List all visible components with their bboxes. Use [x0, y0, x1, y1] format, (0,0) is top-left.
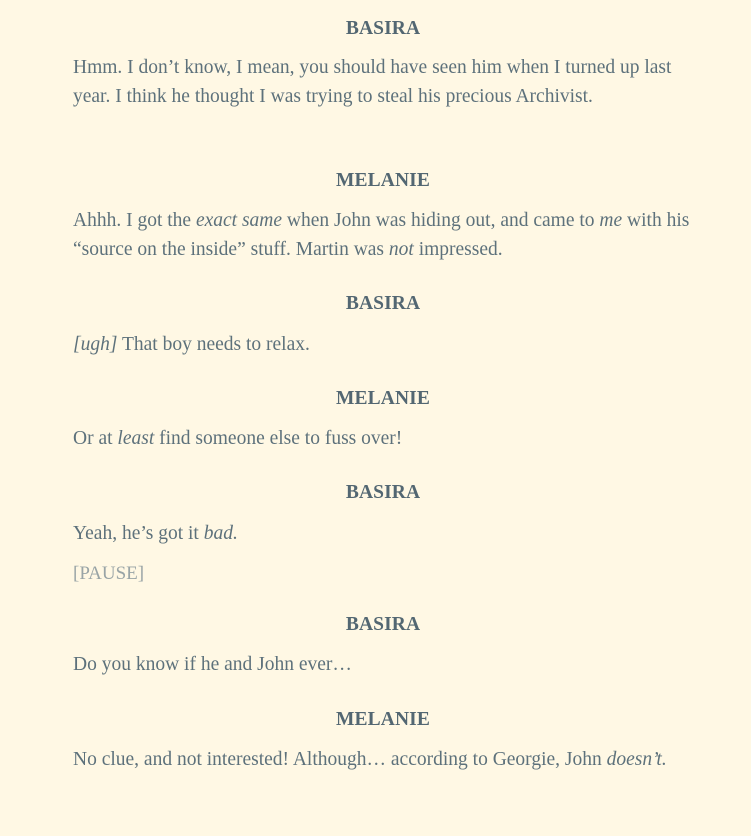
speaker-name: BASIRA [345, 293, 421, 314]
dialogue-line: No clue, and not interested! Although… according to Georgie, John doesn’t. [73, 749, 667, 770]
speaker-name: MELANIE [336, 388, 430, 409]
speaker-name: BASIRA [345, 482, 421, 503]
dialogue-line: Hmm. I don’t know, I mean, you should have seen him when I turned up last year. I think he thought I was trying to steal his precious Archivist. [73, 57, 672, 107]
stage-note: [ugh] [73, 334, 118, 355]
dialogue-line: Do you know if he and John ever… [73, 654, 352, 675]
speaker-name: MELANIE [336, 709, 430, 730]
speaker-name: MELANIE [336, 170, 430, 191]
dialogue-line: Yeah, he’s got it bad. [73, 523, 238, 544]
dialogue-line: Or at least find someone else to fuss over! [73, 428, 403, 449]
stage-direction: [PAUSE] [73, 563, 145, 584]
speaker-name: BASIRA [345, 614, 421, 635]
dialogue-line: [ugh] That boy needs to relax. [73, 334, 310, 355]
speaker-name: BASIRA [345, 18, 421, 39]
dialogue-line: Ahhh. I got the exact same when John was hiding out, and came to me with his “source on the inside” stuff. Martin was not impressed. [73, 210, 690, 260]
